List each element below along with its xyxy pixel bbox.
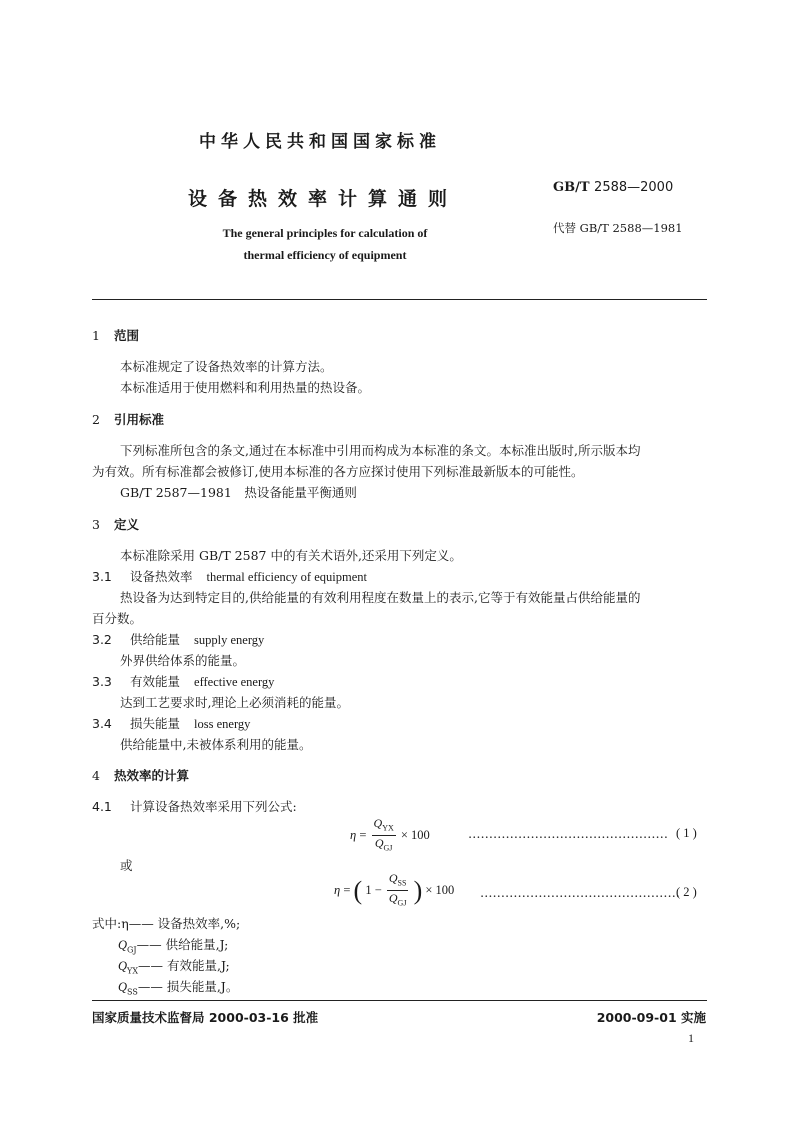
fraction-qss-over-qgj xyxy=(387,871,409,911)
standard-number xyxy=(553,180,673,195)
section-title: 引用标准 xyxy=(114,412,165,427)
equation-2 xyxy=(334,871,454,911)
definition-text: 达到工艺要求时,理论上必须消耗的能量。 xyxy=(120,695,349,710)
where-qgj: $Q_{GJ}——$ 供给能量,J; xyxy=(118,937,229,955)
equals-sign: = xyxy=(359,827,367,842)
section-3-heading xyxy=(92,515,139,533)
effective-date: 2000-09-01 实施 xyxy=(596,1010,706,1025)
subsection-number: 4.1 xyxy=(92,799,112,814)
approval-note: 国家质量技术监督局 2000-03-16 批准 xyxy=(92,1010,319,1025)
one: 1 xyxy=(365,882,372,897)
fraction-qyx-over-qgj xyxy=(372,816,396,856)
reference-standard: GB/T 2587—1981 热设备能量平衡通则 xyxy=(120,485,357,500)
paragraph: 本标准适用于使用燃料和利用热量的热设备。 xyxy=(120,380,371,395)
definition-term: 设备热效率 xyxy=(130,569,193,584)
section-number: 1 xyxy=(92,328,100,343)
section-4-heading xyxy=(92,766,189,784)
equation-2-tag: ( 2 ) xyxy=(676,885,697,899)
definition-term-english: thermal efficiency of equipment xyxy=(206,570,367,584)
section-title: 范围 xyxy=(114,328,140,343)
standard-year: 2588—2000 xyxy=(594,180,674,195)
standard-title: 设备热效率计算通则 xyxy=(188,188,459,210)
left-paren: ( xyxy=(353,875,363,905)
definition-3-2 xyxy=(92,630,264,648)
numerator: $Q_{SS}$ xyxy=(387,871,409,891)
leader-dots: ………………………………………… xyxy=(468,826,668,841)
replaces-note: 代替 GB/T 2588—1981 xyxy=(553,221,683,235)
minus-sign: − xyxy=(374,882,382,897)
definition-term: 有效能量 xyxy=(130,674,181,689)
definition-3-1 xyxy=(92,567,367,585)
section-number: 3 xyxy=(92,517,100,532)
definition-number: 3.1 xyxy=(92,569,112,584)
subsection-4-1 xyxy=(92,797,297,815)
definition-term: 损失能量 xyxy=(130,716,181,731)
section-title: 定义 xyxy=(114,517,140,532)
english-title-line2: thermal efficiency of equipment xyxy=(243,248,407,262)
denominator: $Q_{GJ}$ xyxy=(388,891,407,908)
or-text: 或 xyxy=(120,858,133,873)
footer-divider xyxy=(92,1000,707,1001)
paragraph: 本标准除采用 GB/T 2587 中的有关术语外,还采用下列定义。 xyxy=(120,548,462,563)
eta-symbol: η xyxy=(350,827,357,842)
equation-1-tag: ( 1 ) xyxy=(676,826,697,840)
definition-number: 3.3 xyxy=(92,674,112,689)
definition-text: 供给能量中,未被体系利用的能量。 xyxy=(120,737,312,752)
definition-term-english: supply energy xyxy=(194,633,265,647)
equation-1 xyxy=(350,816,430,856)
where-qss: $Q_{SS}——$ 损失能量,J。 xyxy=(118,979,239,997)
eta-symbol: η xyxy=(334,882,341,897)
standard-code: GB/T xyxy=(553,180,590,195)
paragraph: 为有效。所有标准都会被修订,使用本标准的各方应探讨使用下列标准最新版本的可能性。 xyxy=(92,464,584,479)
times-100: × 100 xyxy=(400,827,430,842)
section-title: 热效率的计算 xyxy=(114,768,190,783)
right-paren: ) xyxy=(413,875,423,905)
definition-number: 3.4 xyxy=(92,716,112,731)
section-1-heading xyxy=(92,326,139,344)
definition-text: 外界供给体系的能量。 xyxy=(120,653,246,668)
definition-3-3 xyxy=(92,672,274,690)
numerator: $Q_{YX}$ xyxy=(372,816,396,836)
leader-dots: ………………………………………… xyxy=(480,885,680,900)
definition-text: 百分数。 xyxy=(92,611,143,626)
definition-text: 热设备为达到特定目的,供给能量的有效利用程度在数量上的表示,它等于有效能量占供给能量的 xyxy=(120,590,641,605)
paragraph: 下列标准所包含的条文,通过在本标准中引用而构成为本标准的条文。本标准出版时,所示版本均 xyxy=(120,443,641,458)
section-number: 2 xyxy=(92,412,100,427)
definition-3-4 xyxy=(92,714,250,732)
header-divider xyxy=(92,299,707,300)
english-title-line1: The general principles for calculation of xyxy=(222,226,428,240)
section-2-heading xyxy=(92,410,164,428)
definition-term-english: loss energy xyxy=(194,717,251,731)
page-number: 1 xyxy=(688,1031,694,1045)
english-title xyxy=(180,222,470,266)
paragraph: 本标准规定了设备热效率的计算方法。 xyxy=(120,359,333,374)
where-eta: 式中:η—— 设备热效率,%; xyxy=(92,916,241,931)
times-100: × 100 xyxy=(425,882,455,897)
subsection-text: 计算设备热效率采用下列公式: xyxy=(130,799,297,814)
section-number: 4 xyxy=(92,768,100,783)
denominator: $Q_{GJ}$ xyxy=(374,836,393,853)
definition-term: 供给能量 xyxy=(130,632,181,647)
where-qyx: $Q_{YX}——$ 有效能量,J; xyxy=(118,958,230,976)
national-standard-title: 中华人民共和国国家标准 xyxy=(199,132,441,152)
definition-term-english: effective energy xyxy=(194,675,275,689)
equals-sign: = xyxy=(343,882,351,897)
definition-number: 3.2 xyxy=(92,632,112,647)
